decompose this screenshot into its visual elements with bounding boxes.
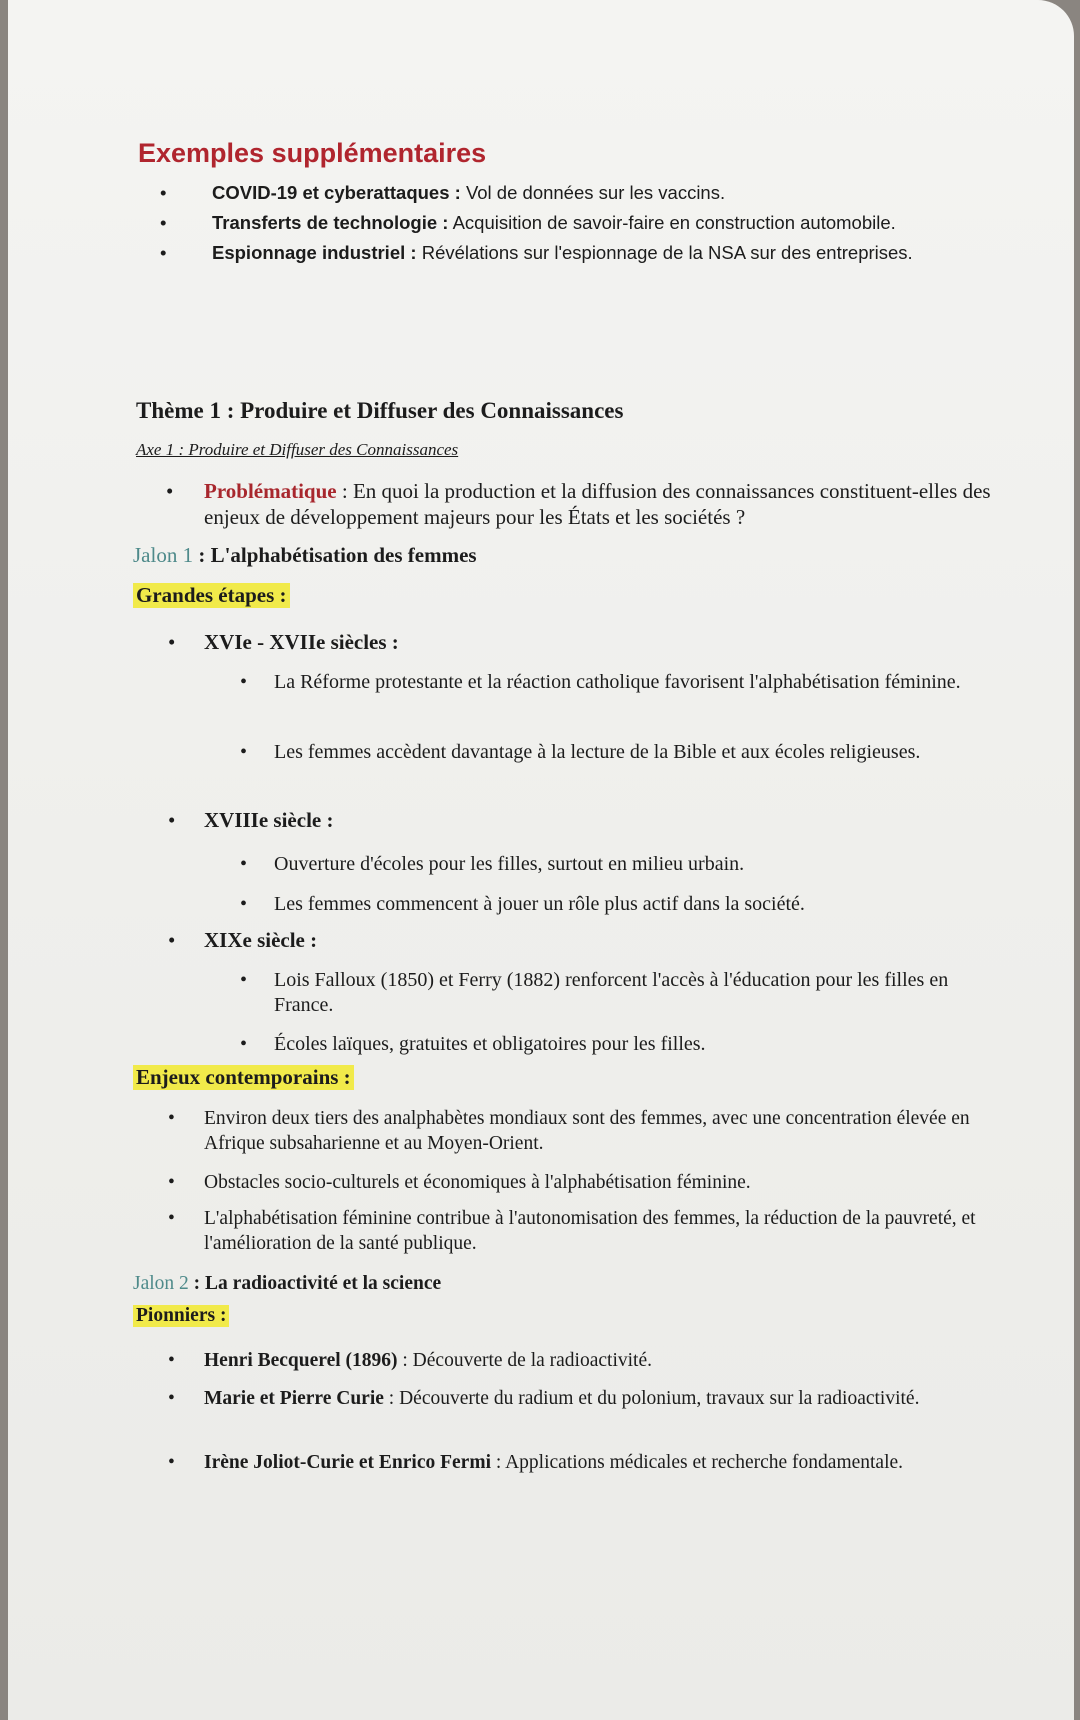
period-label: XVIIIe siècle : [204,808,334,832]
bullet-icon: • [168,1208,175,1229]
bullet-icon: • [240,671,248,693]
bullet-icon: • [240,969,248,991]
list-item [160,238,1060,268]
period-title [168,928,317,953]
bullet-icon: • [240,1033,248,1055]
list-item [168,1450,998,1475]
period-title [168,808,333,833]
bullet-icon: • [168,1350,175,1371]
item-text: Acquisition de savoir-faire en construction automobile. [452,212,896,233]
period-title [168,630,399,655]
bullet-icon: • [240,741,248,763]
enjeux-heading: Enjeux contemporains : [133,1065,354,1090]
enjeu-text: Obstacles socio-culturels et économiques à l'alphabétisation féminine. [204,1172,751,1193]
enjeu-text: L'alphabétisation féminine contribue à l'autonomisation des femmes, la réduction de la pauvreté, et l'amélioration de la santé publique. [204,1208,976,1254]
bullet-icon: • [168,1172,175,1193]
bullet-icon: • [160,182,167,203]
axe-title: Axe 1 : Produire et Diffuser des Connaissances [136,440,459,459]
list-item [240,892,990,917]
bullet-icon: • [240,893,248,915]
list-item [240,968,990,1018]
theme-title: Thème 1 : Produire et Diffuser des Connaissances [136,398,624,423]
point-text: La Réforme protestante et la réaction catholique favorisent l'alphabétisation féminine. [274,671,961,693]
list-item [240,1032,990,1057]
pionnier-name: Henri Becquerel (1896) [204,1350,398,1371]
grandes-etapes-heading: Grandes étapes : [133,583,290,608]
bullet-icon: • [166,479,174,503]
point-text: Les femmes commencent à jouer un rôle plus actif dans la société. [274,893,805,915]
point-text: Ouverture d'écoles pour les filles, surtout en milieu urbain. [274,853,745,875]
bullet-icon: • [168,808,176,832]
bullet-icon: • [168,1452,175,1473]
item-text: Révélations sur l'espionnage de la NSA sur des entreprises. [421,242,913,263]
jalon-label: Jalon 2 [133,1273,189,1294]
bullet-icon: • [240,853,248,875]
pionnier-text: : Applications médicales et recherche fondamentale. [491,1452,904,1473]
period-label: XVIe - XVIIe siècles : [204,630,399,654]
problematique-text: : En quoi la production et la diffusion des connaissances constituent-elles des enjeux de développement majeurs pour les États et les sociétés ? [204,479,991,529]
item-label: Espionnage industriel : [212,242,417,263]
jalon-2-title [133,1273,441,1295]
problematique [166,478,1016,530]
list-item [240,852,990,877]
list-item [168,1386,998,1411]
list-item [160,208,1060,238]
list-item [168,1106,998,1156]
point-text: Les femmes accèdent davantage à la lecture de la Bible et aux écoles religieuses. [274,741,921,763]
examples-title: Exemples supplémentaires [138,138,487,168]
problematique-label: Problématique [204,479,337,503]
period-label: XIXe siècle : [204,928,318,952]
pionnier-name: Marie et Pierre Curie [204,1388,384,1409]
pionnier-name: Irène Joliot-Curie et Enrico Fermi [204,1452,491,1473]
pionnier-text: : Découverte de la radioactivité. [397,1350,652,1371]
item-label: COVID-19 et cyberattaques : [212,182,461,203]
bullet-icon: • [168,630,176,654]
jalon-1-title [133,543,477,568]
item-label: Transferts de technologie : [212,212,449,233]
list-item [168,1348,998,1373]
list-item [240,670,990,695]
point-text: Lois Falloux (1850) et Ferry (1882) renforcent l'accès à l'éducation pour les filles en France. [274,969,949,1016]
list-item [160,178,1060,208]
list-item [168,1206,998,1256]
pionnier-text: : Découverte du radium et du polonium, travaux sur la radioactivité. [383,1388,920,1409]
bullet-icon: • [168,1388,175,1409]
jalon-label: Jalon 1 [133,543,194,567]
enjeu-text: Environ deux tiers des analphabètes mondiaux sont des femmes, avec une concentration élevée en Afrique subsaharienne et au Moyen-Orient. [204,1108,970,1154]
examples-list [160,178,1060,268]
list-item [168,1170,998,1195]
bullet-icon: • [160,242,167,263]
item-text: Vol de données sur les vaccins. [465,182,726,203]
point-text: Écoles laïques, gratuites et obligatoires pour les filles. [274,1033,706,1055]
bullet-icon: • [160,212,167,233]
bullet-icon: • [168,1108,175,1129]
jalon-text: : L'alphabétisation des femmes [193,543,477,567]
bullet-icon: • [168,928,176,952]
jalon-text: : La radioactivité et la science [188,1273,442,1294]
list-item [240,740,990,765]
pionniers-heading: Pionniers : [133,1305,229,1327]
